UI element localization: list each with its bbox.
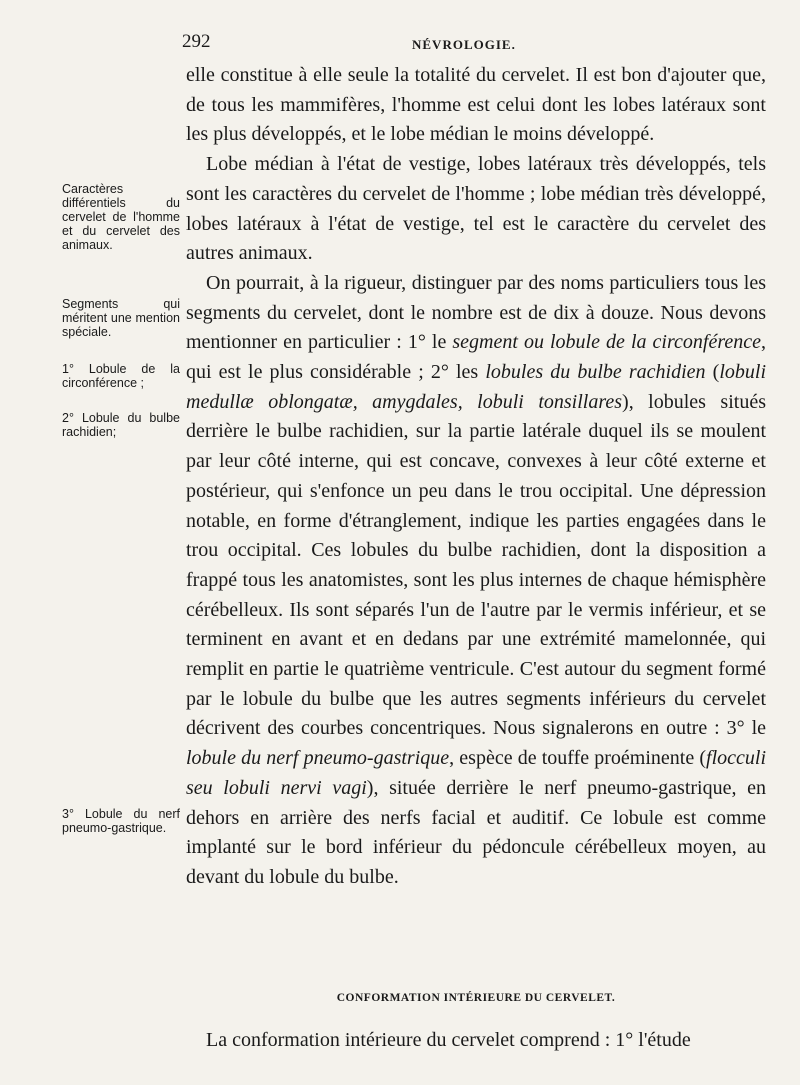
margin-note-segments: Segments qui méritent une mention spéciale.: [62, 297, 180, 339]
page-number: 292: [182, 31, 211, 52]
p3-term-flocculi: flocculi seu lobuli nervi vagi: [186, 747, 766, 799]
last-paragraph: La conformation intérieure du cervelet comprend : 1° l'étude: [206, 1029, 691, 1051]
p3-text-2: , qui est le plus considérable ; 2° les: [186, 331, 766, 384]
paragraph-2: Lobe médian à l'état de vestige, lobes latéraux très développés, tels sont les caractères du cervelet de l'homme ; lobe médian très développé, lobes latéraux à l'état de vestige, tel est le caractère du cervelet des autres animaux.: [186, 153, 766, 265]
p3-text-5: , espèce de touffe proéminente (: [449, 747, 707, 770]
p3-term-bulbe: lobules du bulbe rachidien: [485, 361, 706, 384]
margin-note-lobule-pneumogastrique: 3° Lobule du nerf pneumo-gastrique.: [62, 807, 180, 835]
paragraph-1: elle constitue à elle seule la totalité du cervelet. Il est bon d'ajouter que, de tous les mammifères, l'homme est celui dont les lobes latéraux sont les plus développés, et le lobe médian le moins développé.: [186, 64, 766, 146]
p3-term-latin: lobuli medullæ oblongatæ, amygdales, lobuli tonsillares: [186, 361, 766, 413]
paragraph-3: [186, 269, 766, 893]
margin-note-caracteres: Caractères différentiels du cervelet de l'homme et du cervelet des animaux.: [62, 182, 180, 252]
p3-term-pneumogastrique: lobule du nerf pneumo-gastrique: [186, 747, 450, 770]
p3-text-3: (: [705, 361, 720, 384]
section-heading: CONFORMATION INTÉRIEURE DU CERVELET.: [336, 992, 616, 1004]
body-text: [186, 61, 766, 893]
running-head: NÉVROLOGIE.: [412, 37, 516, 52]
margin-note-lobule-circonference: 1° Lobule de la circonférence ;: [62, 362, 180, 390]
p3-term-circonference: segment ou lobule de la circonférence: [452, 331, 761, 354]
margin-note-lobule-bulbe: 2° Lobule du bulbe rachidien;: [62, 411, 180, 439]
p3-text-6: ), située derrière le nerf pneumo-gastrique, en dehors en arrière des nerfs facial et auditif. Ce lobule est comme implanté sur le bord inférieur du pédoncule cérébelleux moyen, au devant du lobule du bulbe.: [186, 776, 767, 888]
p3-text-1: On pourrait, à la rigueur, distinguer par des noms particuliers tous les segments du cervelet, dont le nombre est de dix à douze. Nous devons mentionner en particulier : 1° le: [186, 271, 766, 354]
p3-text-4: ), lobules situés derrière le bulbe rachidien, sur la partie latérale duquel ils se moulent par leur côté interne, qui est concave, convexes à leur côté externe et postérieur, qui s'enfonce un peu dans le trou occipital. Une dépression notable, en forme d'étranglement, indique les parties engagées dans le trou occipital. Ces lobules du bulbe rachidien, dont la disposition a frappé tous les anatomistes, sont les plus internes de chaque hémisphère cérébelleux. Ils sont séparés l'un de l'autre par le vermis inférieur, et se terminent en avant et en dedans par une extrémité mamelonnée, qui remplit en partie le quatrième ventricule. C'est autour du segment formé par le lobule du bulbe que les autres segments inférieurs du cervelet décrivent des courbes concentriques. Nous signalerons en outre : 3° le: [186, 390, 766, 740]
